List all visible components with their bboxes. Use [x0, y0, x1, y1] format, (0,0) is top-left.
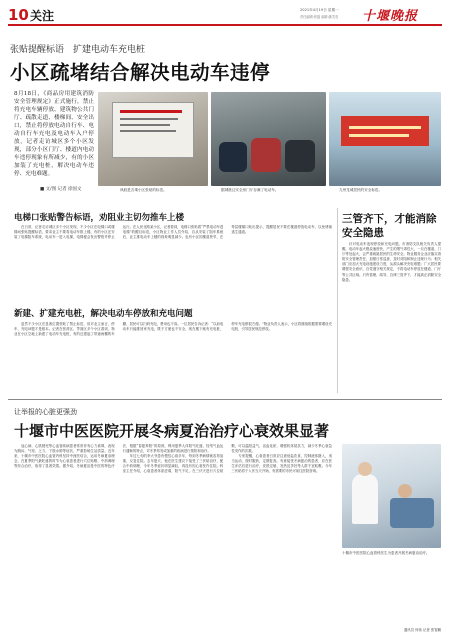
sub1-paragraph: 在日常，记者走访城区多个小区发现，不少小区在电梯口或楼梯间张贴提醒标语，要求业主不要将电动车推上楼。有的小区还安装了电梯阻车系统，电动车一进入电梯，电梯便会发出警报并停止运行。在人民北路某小区，记者看到，电梯口张贴着“严禁电动车进电梯”的醒目标语，小区物业工作人员介绍，自从安装了阻车系统后，业主推电动车上楼的现象明显减少。也有小区因楼道狭窄，在每层楼梯口贴出提示，提醒居民不要在楼道停放电动车，以免堵塞逃生通道。: [14, 225, 332, 240]
story2-byline: 通讯员 何伟 记者 张智鹏: [403, 628, 441, 632]
photo-caption-story2: 十堰市中医医院心血管科医生为患者开展冬病夏治治疗。: [342, 551, 430, 555]
story2-paragraph-3: 专家提醒，心衰患者日常应注意低盐饮食，控制液体摄入，适当运动，按时服药，定期复查。有意接受冬病夏治的患者，应在医生评估后进行治疗，皮肤过敏、发热及孕妇等人群不宜贴敷。今年三伏贴将于入伏当天开始，有需要的市民可前往医院咨询。: [231, 454, 332, 474]
story1-byline: ■ 文/图 记者 徐国文: [40, 187, 82, 192]
story2-paragraph-2: 年过七旬的李大爷患有慢性心衰多年，每到冬季病情就容易加重，反复住院。去年夏天，他在医生建议下接受了三伏贴治疗，配合中药调理，今年冬季症状明显减轻，再没有因心衰发作住院。科室主任介绍，心衰患者体质虚弱，阳气不足，在三伏天进行穴位贴敷，可以温阳益气、活血化瘀，增强机体抵抗力，减少冬季心衰急性发作的次数。: [122, 444, 332, 474]
story1-headline: 小区疏堵结合解决电动车违停: [10, 61, 271, 84]
paper-logo: 十堰晚报: [362, 9, 419, 24]
story2-paragraph-1: 冠心病、心肌梗死等心血管疾病患者常常伴有心力衰竭，表现为胸闷、气短、乏力、下肢水肿等症状，严重影响生活质量。近年来，十堰市中医医院心血管内科坚持中西医结合，运用冬病夏治理念，在夏季阳气最旺盛的时节为心衰患者进行穴位贴敷、中药调理等综合治疗，取得了显著效果。据介绍，冬病夏治是中医的特色疗法，根据“春夏养阳”的原则，利用夏季人体阳气旺盛、经络气血运行通畅的特点，对冬季易发或加重的疾病进行预防和治疗。: [14, 444, 224, 469]
story-divider: [8, 399, 442, 400]
sub2-body: [14, 322, 332, 392]
section-title: 关注: [30, 9, 55, 23]
photo-ebikes-lobby: [211, 92, 326, 186]
subheading-1: 电梯口张贴警告标语，劝阻业主切勿推车上楼: [14, 213, 185, 223]
editor-line: 责任编辑:张磊 编辑:姚雪莹: [300, 15, 339, 19]
right-column-divider: [337, 208, 338, 393]
caption-3: 九州龙城居民的安全标语。: [339, 188, 383, 192]
subheading-2: 新建、扩建充电桩，解决电动车停放和充电问题: [14, 309, 193, 319]
story1-kicker: 张贴提醒标语 扩建电动车充电桩: [10, 45, 146, 55]
caption-1: 讽胶是否乘小区张贴的标语。: [120, 188, 167, 192]
photo-hospital-treatment: [342, 444, 441, 548]
caption-2: 据城晨且安全房门厅存满了电动车。: [221, 188, 279, 192]
page-number: 10: [8, 6, 29, 24]
photo-notice-board: [98, 92, 208, 186]
sub3-body: [342, 242, 441, 392]
sub3-paragraph: 针对电动车违规停放和充电问题，市消防支队相关负责人提醒，电动车起火燃烧速度快，产生的烟气毒性大，一旦在楼道、门厅等处起火，会严重威胁居民的生命安全。物业服务企业应落实消防安全管理责任，加强日常巡查，及时劝阻和制止违规行为；相关部门应加大充电设施建设力度，从源头解决充电难题；广大居民要增强安全意识，自觉遵守相关规定，不将电动车停放在楼道、门厅等公共区域。只有管理、疏导、自律三管齐下，才能真正消除安全隐患。: [342, 242, 441, 282]
story2-headline: 十堰市中医医院开展冬病夏治治疗心衰效果显著: [14, 422, 330, 440]
sub2-paragraph: 虽然不少小区在显著位置张贴了禁止标语，但对业主而言，停车、充电问题才是根本。记者在张湾区、茅箭区多个小区看到，物业在小区空地上新建了电动车充电桩，有的还建起了带遮雨棚的车棚，居民可以扫码充电，费用也不高。一位居民告诉记者：“以前电动车只能推回家充电，既不方便也不安全，现在楼下就有充电桩，停车充电都很方便。”物业负责人表示，小区将继续根据需要增设充电桩，引导居民规范停放。: [14, 322, 332, 337]
sub1-body: [14, 225, 332, 287]
story2-body: [14, 444, 332, 634]
subheading-3-text: 三管齐下，才能消除安全隐患: [342, 213, 437, 239]
date-line: 2021年4月19日 星期一: [300, 8, 339, 12]
story1-lead: 8月18日，《商品房用建筑消防安全管理规定》正式施行，禁止将充电车辆停放、建筑物公共门厅、疏散走道、楼梯间、安全出口，禁止将停放电动自行车、电动自行车充电及电动车入户停放，记者走访城区多个小区发现，部分小区门厅、楼道内电动车违停现象有所减少，有的小区加装了充电桩，解决电动车违停、充电难题。: [14, 91, 94, 177]
photo-safety-banner: [329, 92, 441, 186]
story2-kicker: 让举报的心脏更强劲: [14, 408, 77, 416]
header-rule: [8, 24, 442, 26]
subheading-3: [342, 212, 442, 240]
